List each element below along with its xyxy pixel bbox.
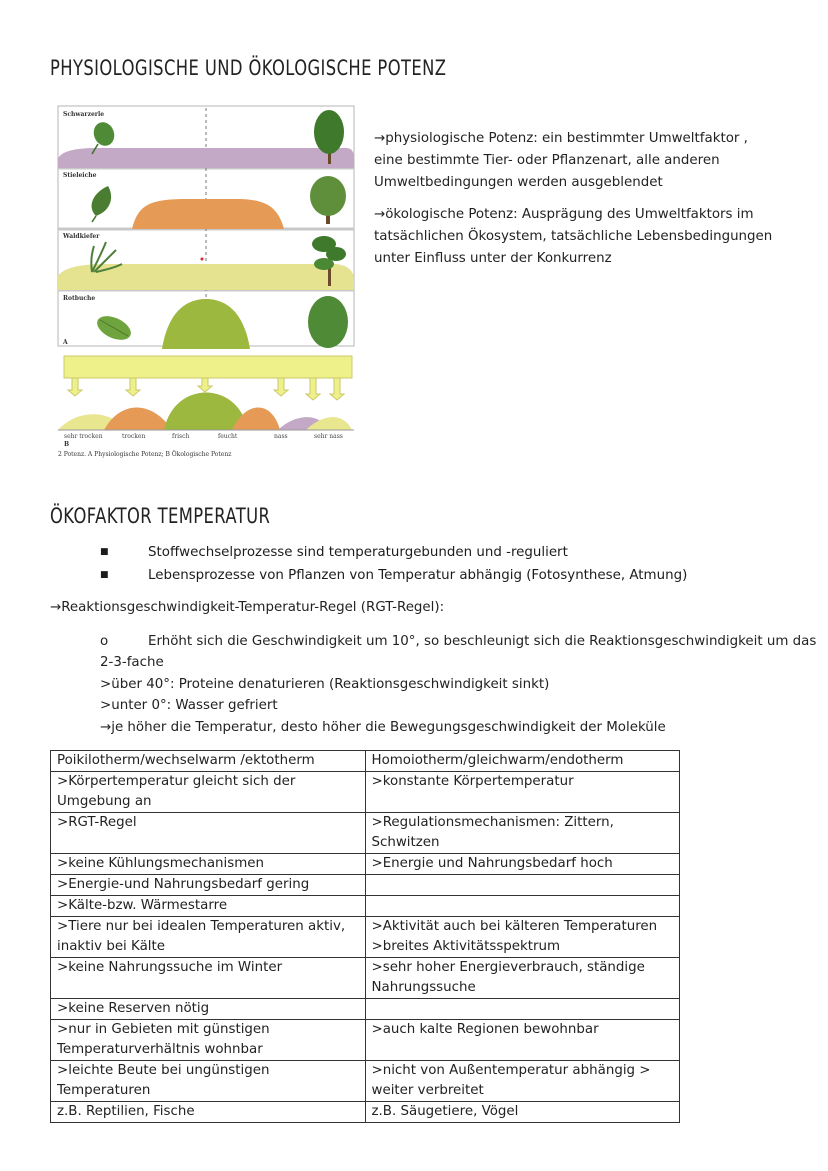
curve-stieleiche xyxy=(132,199,284,229)
side-paragraph-physiological xyxy=(374,128,774,194)
table-row xyxy=(51,1061,680,1102)
table-cell: Homoiotherm/gleichwarm/endotherm xyxy=(365,751,680,772)
table-cell: >Kälte-bzw. Wärmestarre xyxy=(51,896,366,917)
table-cell: >Regulationsmechanismen: Zittern, Schwitzen xyxy=(365,813,680,854)
table-cell: >auch kalte Regionen bewohnbar xyxy=(365,1020,680,1061)
table-cell: >RGT-Regel xyxy=(51,813,366,854)
rgt-point-1-text: Erhöht sich die Geschwindigkeit um 10°, so beschleunigt sich die Reaktionsgeschwindigkeit um das xyxy=(148,634,817,649)
panel-label-schwarzerle: Schwarzerle xyxy=(63,111,105,118)
table-cell: >Aktivität auch bei kälteren Temperaturen >breites Aktivitätsspektrum xyxy=(365,917,680,958)
circle-bullet-icon: o xyxy=(100,634,109,649)
bullet-item xyxy=(100,568,687,583)
axis-label-sehr-nass: sehr nass xyxy=(314,433,343,440)
table-cell: >Energie und Nahrungsbedarf hoch xyxy=(365,854,680,875)
axis-label-nass: nass xyxy=(274,433,288,440)
axis-label-trocken: trocken xyxy=(122,433,146,440)
table-row xyxy=(51,854,680,875)
table-cell: z.B. Reptilien, Fische xyxy=(51,1102,366,1123)
panel-label-rotbuche: Rotbuche xyxy=(63,295,96,302)
curve-waldkiefer xyxy=(58,264,354,290)
bullet-text: Lebensprozesse von Pflanzen von Temperatur abhängig (Fotosynthese, Atmung) xyxy=(148,568,688,583)
comparison-table xyxy=(50,750,680,1123)
rgt-point-4: →je höher die Temperatur, desto höher die Bewegungsgeschwindigkeit der Moleküle xyxy=(100,720,666,735)
yellow-bar xyxy=(64,356,352,378)
table-row xyxy=(51,896,680,917)
table-cell: z.B. Säugetiere, Vögel xyxy=(365,1102,680,1123)
marker-a: A xyxy=(63,339,68,346)
potenz-diagram xyxy=(56,104,356,464)
curve-schwarzerle xyxy=(58,148,354,168)
physiological-potenz-text: →physiologische Potenz: ein bestimmter Umweltfaktor , eine bestimmte Tier- oder Pflanzenart, alle anderen Umweltbedingungen werden ausgeblendet xyxy=(374,131,748,190)
table-row xyxy=(51,813,680,854)
table-row xyxy=(51,958,680,999)
rgt-point-1-continuation: 2-3-fache xyxy=(100,655,164,670)
bullet-square-icon: ■ xyxy=(100,547,109,557)
table-cell: >leichte Beute bei ungünstigen Temperaturen xyxy=(51,1061,366,1102)
tree-rotbuche-icon xyxy=(308,296,348,348)
bullet-text: Stoffwechselprozesse sind temperaturgebunden und -reguliert xyxy=(148,545,568,560)
axis-label-frisch: frisch xyxy=(172,433,190,440)
section-title-potenz: PHYSIOLOGISCHE UND ÖKOLOGISCHE POTENZ xyxy=(50,56,447,80)
table-cell: >nur in Gebieten mit günstigen Temperaturverhältnis wohnbar xyxy=(51,1020,366,1061)
table-header-row xyxy=(51,751,680,772)
ecological-potenz-text: →ökologische Potenz: Ausprägung des Umweltfaktors im tatsächlichen Ökosystem, tatsächliche Lebensbedingungen unter Einfluss unter der Konkurrenz xyxy=(374,207,773,266)
table-row xyxy=(51,1102,680,1123)
table-cell: >keine Nahrungssuche im Winter xyxy=(51,958,366,999)
table-row xyxy=(51,917,680,958)
marker-b: B xyxy=(64,441,70,448)
table-row xyxy=(51,875,680,896)
rgt-point-1 xyxy=(100,634,816,649)
side-paragraph-ecological xyxy=(374,204,774,270)
table-cell: >Körpertemperatur gleicht sich der Umgebung an xyxy=(51,772,366,813)
panel-label-waldkiefer: Waldkiefer xyxy=(63,233,100,240)
rgt-heading: →Reaktionsgeschwindigkeit-Temperatur-Regel (RGT-Regel): xyxy=(50,600,445,615)
rgt-point-3: >unter 0°: Wasser gefriert xyxy=(100,698,278,713)
panel-label-stieleiche: Stieleiche xyxy=(63,172,97,179)
table-row xyxy=(51,999,680,1020)
rgt-point-2: >über 40°: Proteine denaturieren (Reaktionsgeschwindigkeit sinkt) xyxy=(100,677,550,692)
bullet-square-icon: ■ xyxy=(100,570,109,580)
table-cell xyxy=(365,896,680,917)
table-cell: >konstante Körpertemperatur xyxy=(365,772,680,813)
table-cell: >Tiere nur bei idealen Temperaturen aktiv, inaktiv bei Kälte xyxy=(51,917,366,958)
table-cell: >keine Kühlungsmechanismen xyxy=(51,854,366,875)
table-row xyxy=(51,1020,680,1061)
section-title-temperatur: ÖKOFAKTOR TEMPERATUR xyxy=(50,504,271,528)
eco-curve-orange-left xyxy=(104,408,172,431)
table-cell xyxy=(365,999,680,1020)
table-cell: >nicht von Außentemperatur abhängig > weiter verbreitet xyxy=(365,1061,680,1102)
table-cell: >sehr hoher Energieverbrauch, ständige Nahrungssuche xyxy=(365,958,680,999)
table-cell: >keine Reserven nötig xyxy=(51,999,366,1020)
potenz-figure xyxy=(56,104,356,464)
table-cell: Poikilotherm/wechselwarm /ektotherm xyxy=(51,751,366,772)
bullet-item xyxy=(100,545,568,560)
axis-label-sehr-trocken: sehr trocken xyxy=(64,433,103,440)
figure-caption: 2 Potenz. A Physiologische Potenz; B Ökologische Potenz xyxy=(58,451,232,458)
marker-dot xyxy=(201,258,204,261)
table-cell: >Energie-und Nahrungsbedarf gering xyxy=(51,875,366,896)
table-cell xyxy=(365,875,680,896)
axis-label-feucht: feucht xyxy=(218,433,238,440)
table-row xyxy=(51,772,680,813)
